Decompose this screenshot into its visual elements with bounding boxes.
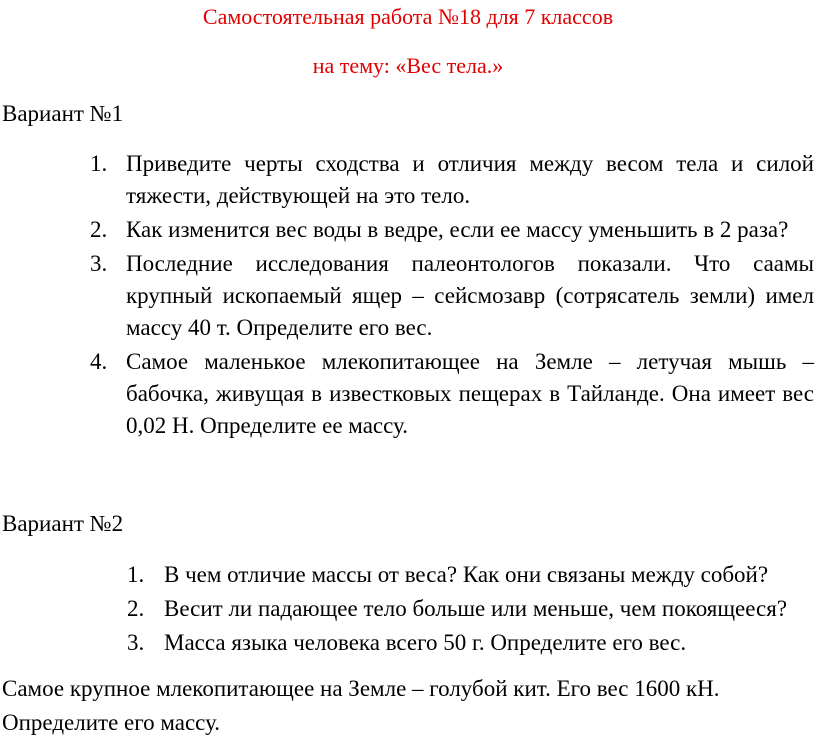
variant-1-task-list — [90, 148, 814, 444]
variant-2-task-list — [127, 559, 816, 661]
list-item — [90, 346, 814, 442]
item-number: 4. — [90, 349, 108, 374]
list-item — [127, 593, 816, 625]
item-number: 1. — [127, 562, 145, 587]
item-number: 3. — [127, 630, 145, 655]
item-number: 2. — [90, 217, 108, 242]
page-title: Самостоятельная работа №18 для 7 классов — [202, 4, 614, 29]
item-text: Весит ли падающее тело больше или меньше, чем покоящееся? — [164, 596, 788, 621]
extra-task-text: Самое крупное млекопитающее на Земле – голубой кит. Его вес 1600 кН. Определите его массу. — [2, 676, 720, 735]
item-number: 3. — [90, 251, 108, 276]
list-item — [127, 559, 816, 591]
list-item — [90, 214, 814, 246]
item-number: 1. — [90, 151, 108, 176]
item-number: 2. — [127, 596, 145, 621]
item-text: Масса языка человека всего 50 г. Определите его вес. — [164, 630, 687, 655]
item-text: Последние исследования палеонтологов показали. Что саамы крупный ископаемый ящер – сейсмозавр (сотрясатель земли) имел массу 40 т. Определите его вес. — [126, 251, 814, 340]
item-text: В чем отличие массы от веса? Как они связаны между собой? — [164, 562, 769, 587]
item-text: Приведите черты сходства и отличия между весом тела и силой тяжести, действующей на это тело. — [126, 151, 814, 208]
item-text: Как изменится вес воды в ведре, если ее массу уменьшить в 2 раза? — [126, 217, 789, 242]
item-text: Самое маленькое млекопитающее на Земле – летучая мышь – бабочка, живущая в известковых пещерах в Тайланде. Она имеет вес 0,02 Н. Определите ее массу. — [126, 349, 814, 438]
variant-1-heading: Вариант №1 — [2, 101, 124, 126]
list-item — [127, 627, 816, 659]
list-item — [90, 148, 814, 212]
page-subtitle: на тему: «Вес тела.» — [312, 53, 504, 78]
variant-2-heading: Вариант №2 — [2, 511, 124, 536]
list-item — [90, 248, 814, 344]
